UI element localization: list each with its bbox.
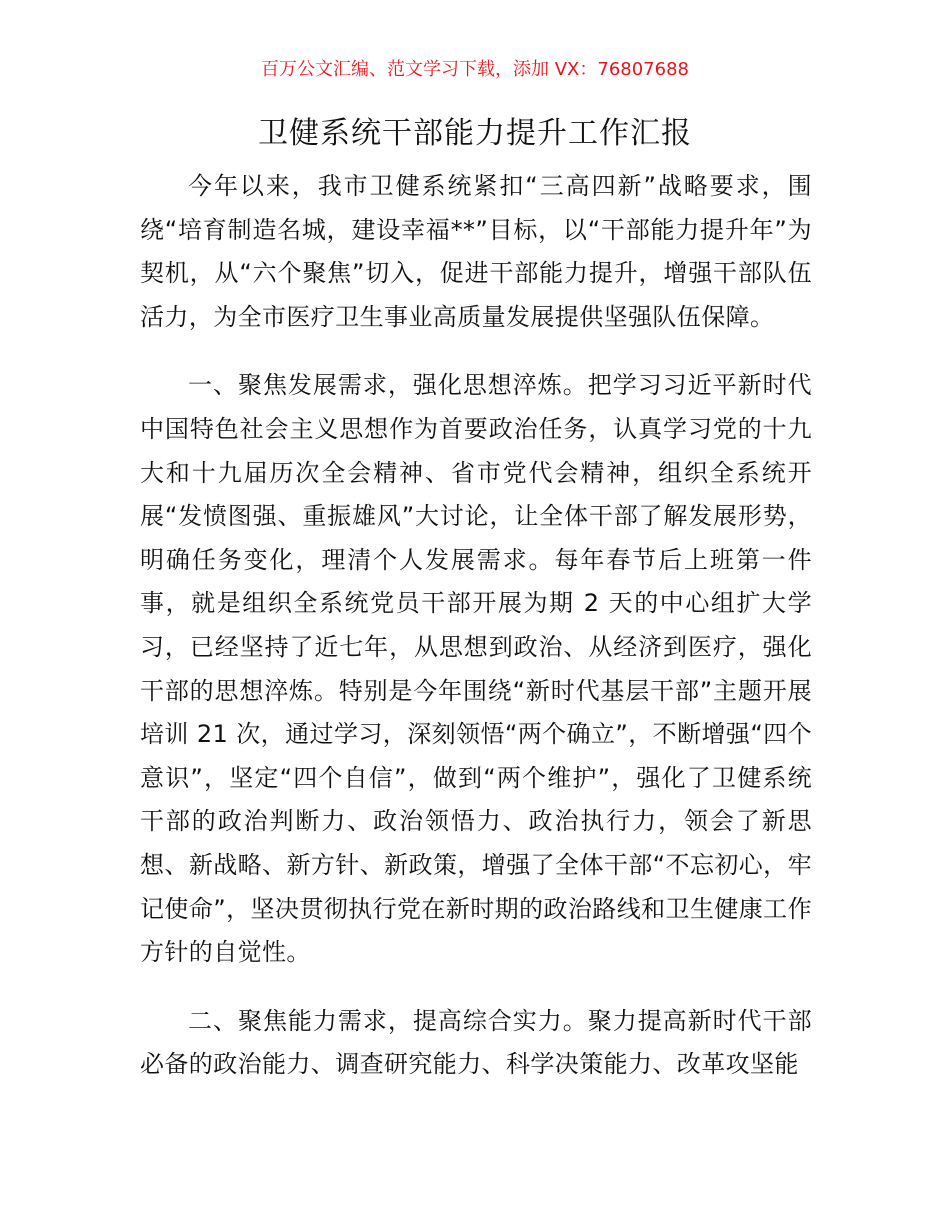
paragraph-intro: 今年以来，我市卫健系统紧扣“三高四新”战略要求，围绕“培育制造名城，建设幸福**”目标，以“干部能力提升年”为契机，从“六个聚焦”切入，促进干部能力提升，增强干部队伍活力，为全市医疗卫生事业高质量发展提供坚强队伍保障。 — [140, 172, 812, 331]
document-body — [140, 165, 812, 1087]
paragraph-section-2: 二、聚焦能力需求，提高综合实力。聚力提高新时代干部必备的政治能力、调查研究能力、科学决策能力、改革攻坚能 — [140, 1006, 812, 1079]
watermark-banner: 百万公文汇编、范文学习下载，添加 VX：76807688 — [261, 59, 689, 80]
paragraph-section-1: 一、聚焦发展需求，强化思想淬炼。把学习习近平新时代中国特色社会主义思想作为首要政治任务，认真学习党的十九大和十九届历次全会精神、省市党代会精神，组织全系统开展“发愤图强、重振雄风”大讨论，让全体干部了解发展形势，明确任务变化，理清个人发展需求。每年春节后上班第一件事，就是组织全系统党员干部开展为期 2 天的中心组扩大学习，已经坚持了近七年，从思想到政治、从经济到医疗，强化干部的思想淬炼。特别是今年围绕“新时代基层干部”主题开展培训 21 次，通过学习，深刻领悟“两个确立”，不断增强“四个意识”，坚定“四个自信”，做到“两个维护”，强化了卫健系统干部的政治判断力、政治领悟力、政治执行力，领会了新思想、新战略、新方针、新政策，增强了全体干部“不忘初心，牢记使命”，坚决贯彻执行党在新时期的政治路线和卫生健康工作方针的自觉性。 — [140, 371, 812, 967]
document-title: 卫健系统干部能力提升工作汇报 — [258, 116, 692, 151]
